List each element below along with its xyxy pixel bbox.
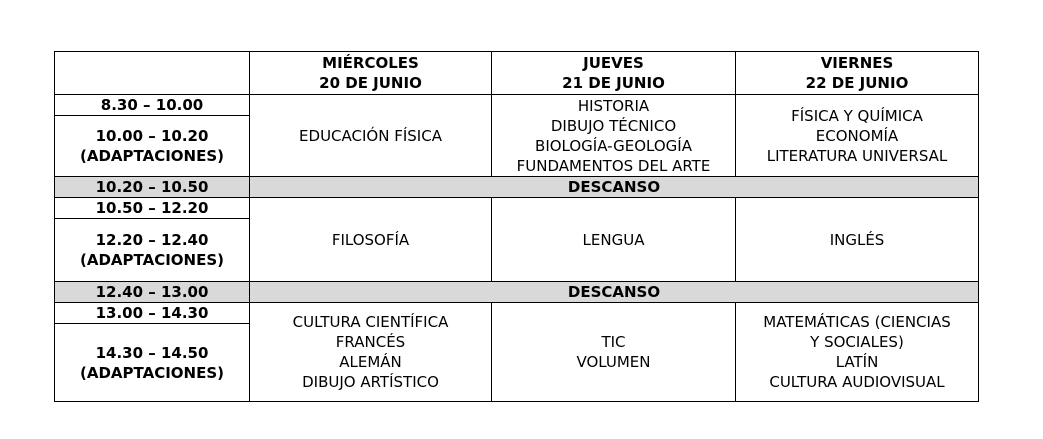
subjects-cell — [736, 303, 979, 402]
break-time: 10.20 – 10.50 — [55, 177, 250, 198]
subjects-cell — [736, 198, 979, 282]
break-label: DESCANSO — [250, 282, 979, 303]
subject: FILOSOFÍA — [331, 230, 410, 249]
table-row — [55, 198, 979, 219]
subjects-cell — [250, 303, 492, 402]
time-slot-adaptations — [55, 324, 250, 402]
adaptations-label: (ADAPTACIONES) — [80, 147, 224, 165]
exam-schedule-table — [54, 51, 979, 402]
break-label: DESCANSO — [250, 177, 979, 198]
subjects-cell — [250, 198, 492, 282]
day-header-wednesday — [250, 52, 492, 95]
table-row — [55, 303, 979, 324]
subject: LITERATURA UNIVERSAL — [766, 146, 948, 165]
time-slot-main: 8.30 – 10.00 — [55, 95, 250, 116]
subject: FUNDAMENTOS DEL ARTE — [516, 156, 711, 175]
subject: LENGUA — [582, 230, 645, 249]
time-slot-main: 10.50 – 12.20 — [55, 198, 250, 219]
day-header-thursday — [492, 52, 736, 95]
break-row — [55, 282, 979, 303]
day-name: JUEVES — [583, 54, 644, 72]
subject: DIBUJO ARTÍSTICO — [302, 373, 439, 391]
day-name: VIERNES — [820, 54, 894, 72]
adaptations-label: (ADAPTACIONES) — [80, 251, 224, 269]
subject: VOLUMEN — [576, 353, 651, 371]
subjects-cell — [250, 95, 492, 177]
subject: ECONOMÍA — [815, 126, 899, 145]
subjects-cell — [492, 198, 736, 282]
subjects-cell — [492, 95, 736, 177]
time-range: 14.30 – 14.50 — [95, 343, 209, 362]
day-date: 21 DE JUNIO — [562, 74, 665, 92]
subject: FÍSICA Y QUÍMICA — [791, 106, 923, 125]
subject: FRANCÉS — [335, 333, 406, 351]
subject: INGLÉS — [829, 230, 885, 249]
subject: Y SOCIALES) — [810, 333, 904, 351]
day-name: MIÉRCOLES — [322, 54, 419, 72]
time-range: 12.20 – 12.40 — [95, 231, 209, 249]
subject: EDUCACIÓN FÍSICA — [299, 126, 442, 145]
time-slot-main: 13.00 – 14.30 — [55, 303, 250, 324]
time-range: 10.00 – 10.20 — [95, 127, 209, 145]
break-row — [55, 177, 979, 198]
subject: TIC — [601, 333, 626, 351]
time-slot-adaptations — [55, 116, 250, 177]
subject: MATEMÁTICAS (CIENCIAS — [763, 313, 951, 331]
day-date: 20 DE JUNIO — [319, 74, 422, 92]
subject: ALEMÁN — [339, 353, 402, 371]
header-row — [55, 52, 979, 95]
subjects-cell — [736, 95, 979, 177]
break-time: 12.40 – 13.00 — [55, 282, 250, 303]
subject: CULTURA AUDIOVISUAL — [769, 373, 945, 391]
corner-cell — [55, 52, 250, 95]
day-header-friday — [736, 52, 979, 95]
table-row — [55, 95, 979, 116]
subjects-cell — [492, 303, 736, 402]
time-slot-adaptations — [55, 219, 250, 282]
subject: DIBUJO TÉCNICO — [550, 116, 677, 135]
day-date: 22 DE JUNIO — [805, 74, 909, 92]
adaptations-label: (ADAPTACIONES) — [80, 363, 224, 382]
subject: BIOLOGÍA-GEOLOGÍA — [535, 136, 692, 155]
subject: LATÍN — [835, 353, 879, 371]
subject: CULTURA CIENTÍFICA — [292, 313, 449, 331]
subject: HISTORIA — [577, 96, 650, 115]
